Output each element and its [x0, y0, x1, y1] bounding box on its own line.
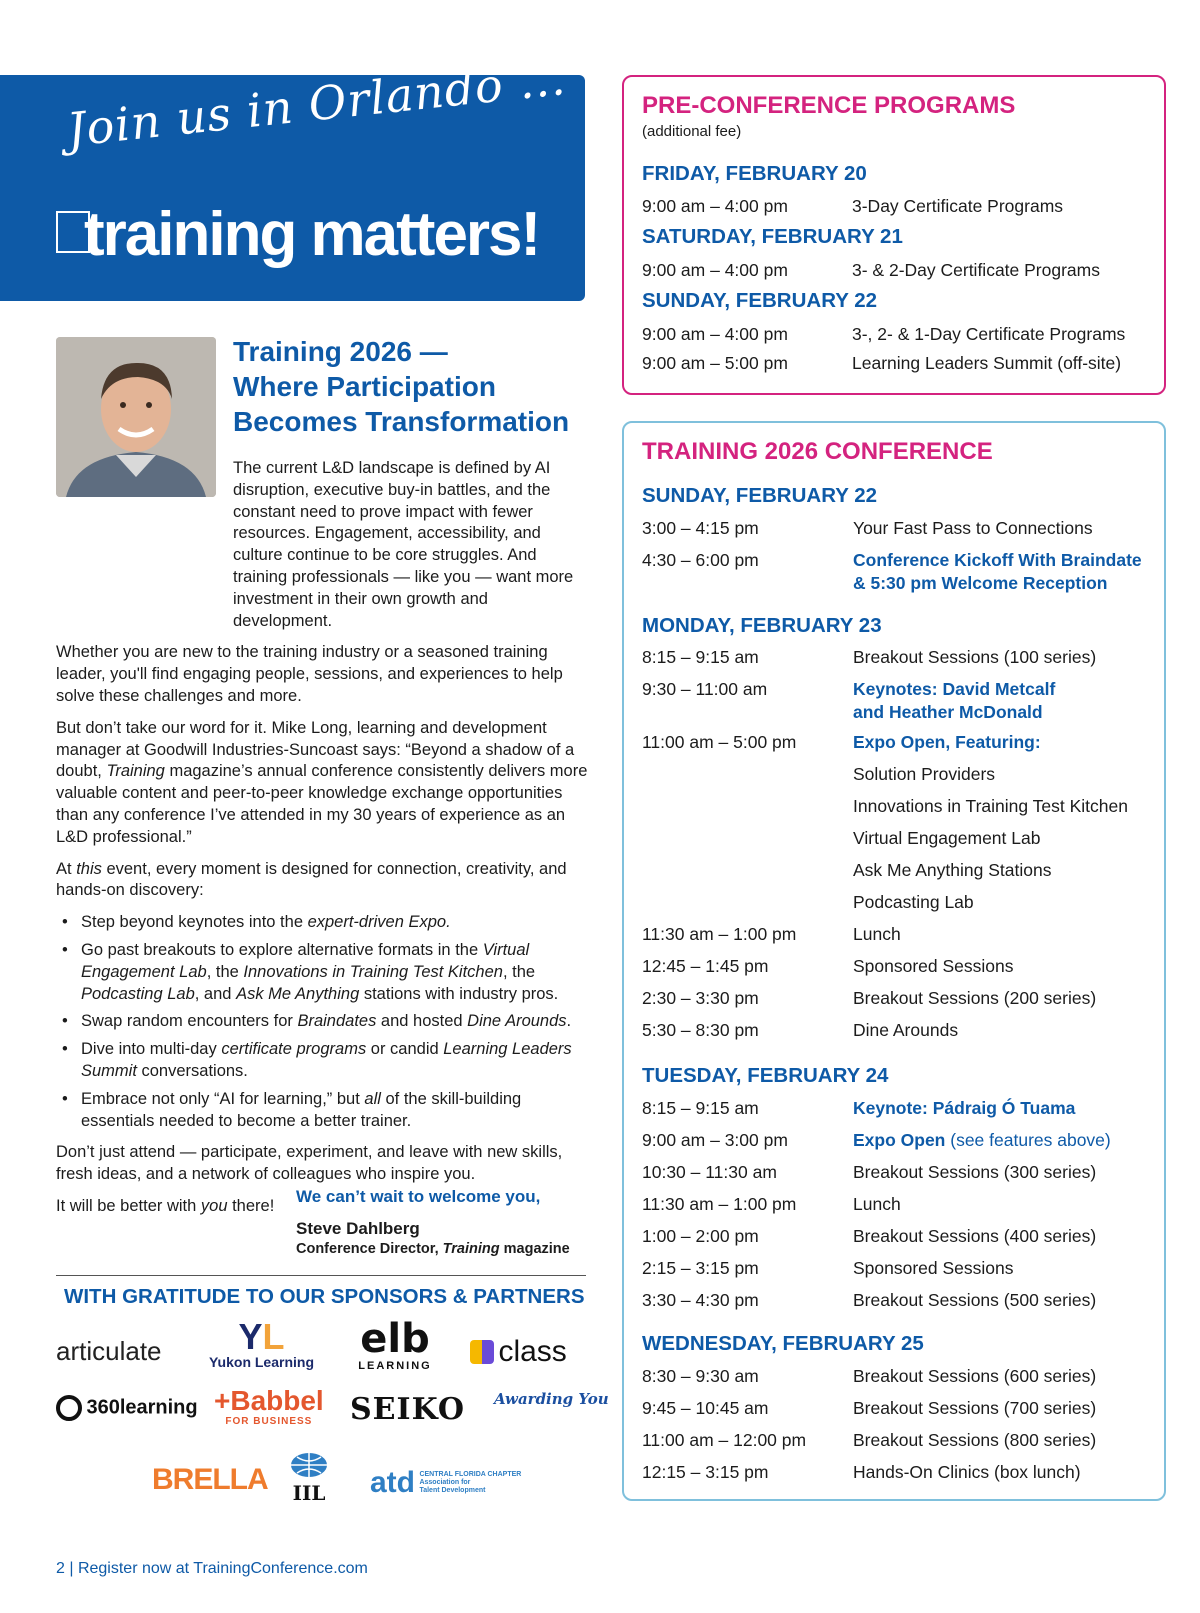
schedule-time: 9:00 am – 4:00 pm [642, 260, 788, 280]
intro-paragraph: Don’t just attend — participate, experiment, and leave with new skills, fresh ideas, and a network of colleagues who inspire you. [56, 1143, 563, 1184]
schedule-time: 12:15 – 3:15 pm [642, 1462, 769, 1482]
yukon-logo: YL Yukon Learning [204, 1320, 319, 1370]
day-heading: WEDNESDAY, FEBRUARY 25 [642, 1332, 924, 1355]
schedule-event: Lunch [853, 924, 901, 944]
list-item [56, 1089, 591, 1133]
quote-text: But don’t take our word for it. Mike Long, learning and development manager at Goodwill Industries-Suncoast says: “Beyond a shadow of a doubt, [56, 718, 575, 781]
elb-logo-text: LEARNING [358, 1360, 432, 1372]
list-item [56, 1011, 591, 1033]
intro-paragraph [56, 859, 591, 903]
schedule-time: 4:30 – 6:00 pm [642, 550, 759, 570]
emphasis: certificate programs [221, 1040, 367, 1059]
conference-box [622, 421, 1166, 1501]
schedule-time: 9:00 am – 4:00 pm [642, 324, 788, 344]
event-line: Keynotes: David Metcalf [853, 679, 1056, 699]
schedule-event: Breakout Sessions (300 series) [853, 1162, 1097, 1182]
signer-name: Steve Dahlberg [296, 1219, 420, 1238]
signer-role [296, 1241, 596, 1257]
welcome-line: We can’t wait to welcome you, [296, 1187, 541, 1206]
schedule-event: Hands-On Clinics (box lunch) [853, 1462, 1081, 1482]
pre-conference-box [622, 75, 1166, 395]
header-banner [0, 50, 585, 301]
emphasis: Learning Leaders Summit [81, 1040, 572, 1080]
emphasis: Innovations in Training Test Kitchen [243, 962, 503, 981]
schedule-event: Breakout Sessions (600 series) [853, 1366, 1097, 1386]
banner-script-text: Join us in Orlando ... [64, 50, 569, 157]
text: or candid [366, 1040, 444, 1059]
schedule-time: 9:00 am – 4:00 pm [642, 196, 788, 216]
list-item [56, 912, 591, 934]
360-icon [56, 1395, 82, 1421]
text: Dive into multi-day [81, 1040, 222, 1059]
schedule-time: 2:30 – 3:30 pm [642, 988, 759, 1008]
magazine-name: Training [442, 1241, 500, 1257]
emphasis: you [200, 1196, 228, 1215]
schedule-time: 8:15 – 9:15 am [642, 647, 759, 667]
quote-paragraph [56, 718, 591, 849]
pre-conference-note: (additional fee) [642, 123, 742, 140]
list-item [56, 940, 591, 1005]
magazine-name: Training [106, 762, 165, 781]
divider [56, 1275, 586, 1276]
schedule-event: Breakout Sessions (400 series) [853, 1226, 1097, 1246]
schedule-event: Dine Arounds [853, 1020, 959, 1040]
text: Step beyond keynotes into the [81, 913, 308, 932]
text: stations with industry pros. [359, 984, 559, 1003]
iil-logo [282, 1452, 336, 1503]
text: At [56, 859, 77, 878]
elb-logo: elb LEARNING [350, 1318, 440, 1372]
day-heading: MONDAY, FEBRUARY 23 [642, 614, 882, 637]
schedule-time: 12:45 – 1:45 pm [642, 956, 769, 976]
schedule-time: 11:00 am – 12:00 pm [642, 1430, 807, 1450]
schedule-event [853, 678, 1055, 724]
class-logo-text: class [498, 1335, 567, 1368]
pre-conference-title: PRE-CONFERENCE PROGRAMS [642, 92, 1016, 119]
intro-title-line: Becomes Transformation [233, 406, 570, 437]
babbel-logo-text: +Babbel [214, 1385, 324, 1416]
quote-text: magazine’s annual conference consistently delivers more valuable content and peer-to-peer knowledge exchange opportunities than any conference I’ve attended in my 30 years of experience as an L&D professional.” [56, 762, 588, 846]
schedule-event: 3-Day Certificate Programs [852, 196, 1064, 216]
intro-body [56, 458, 591, 1228]
text: Conference Director, [296, 1241, 443, 1257]
schedule-event: Solution Providers [853, 764, 996, 784]
seiko-logo: SEIKO [350, 1392, 465, 1427]
schedule-event: 3-, 2- & 1-Day Certificate Programs [852, 324, 1126, 344]
globe-icon [289, 1452, 329, 1478]
day-heading: SUNDAY, FEBRUARY 22 [642, 289, 878, 312]
emphasis: Ask Me Anything [236, 984, 360, 1003]
schedule-event: Podcasting Lab [853, 892, 974, 912]
schedule-event: 3- & 2-Day Certificate Programs [852, 260, 1100, 280]
schedule-time: 3:30 – 4:30 pm [642, 1290, 759, 1310]
schedule-time: 11:30 am – 1:00 pm [642, 924, 797, 944]
day-heading: FRIDAY, FEBRUARY 20 [642, 162, 867, 185]
schedule-event: Breakout Sessions (100 series) [853, 647, 1097, 667]
schedule-time: 11:00 am – 5:00 pm [642, 732, 797, 752]
brella-logo: BRELLA [152, 1463, 268, 1496]
schedule-event: Breakout Sessions (700 series) [853, 1398, 1097, 1418]
text: , and [194, 984, 237, 1003]
text: , the [502, 962, 536, 981]
articulate-logo: articulate [56, 1336, 162, 1366]
schedule-event: Keynote: Pádraig Ó Tuama [853, 1098, 1076, 1118]
schedule-event: Expo Open, Featuring: [853, 732, 1041, 752]
day-heading: TUESDAY, FEBRUARY 24 [642, 1064, 889, 1087]
text: Swap random encounters for [81, 1012, 298, 1031]
day-heading: SUNDAY, FEBRUARY 22 [642, 484, 878, 507]
text: . [566, 1012, 572, 1031]
iil-logo-text: IIL [292, 1481, 326, 1505]
emphasis: Podcasting Lab [81, 984, 195, 1003]
text: magazine [499, 1241, 570, 1257]
schedule-event: Breakout Sessions (800 series) [853, 1430, 1097, 1450]
event-note: (see features above) [945, 1130, 1111, 1150]
schedule-event: Sponsored Sessions [853, 956, 1014, 976]
class-icon [470, 1340, 494, 1364]
event-line: Conference Kickoff With Braindate [853, 550, 1142, 570]
360learning-logo [56, 1395, 198, 1421]
schedule-time: 8:15 – 9:15 am [642, 1098, 759, 1118]
schedule-time: 8:30 – 9:30 am [642, 1366, 759, 1386]
atd-assoc: Association for Talent Development [419, 1479, 486, 1494]
footer-register-link[interactable]: 2 | Register now at TrainingConference.com [56, 1560, 368, 1577]
schedule-event: Learning Leaders Summit (off-site) [852, 353, 1122, 373]
schedule-event: Your Fast Pass to Connections [853, 518, 1093, 538]
day-heading: SATURDAY, FEBRUARY 21 [642, 225, 903, 248]
intro-paragraph: Whether you are new to the training industry or a seasoned training leader, you'll find engaging people, sessions, and experiences to help solve these challenges and more. [56, 643, 563, 705]
schedule-time: 9:30 – 11:00 am [642, 679, 768, 699]
schedule-time: 9:00 am – 3:00 pm [642, 1130, 788, 1150]
schedule-time: 5:30 – 8:30 pm [642, 1020, 759, 1040]
intro-title-line: Where Participation [233, 371, 496, 402]
schedule-time: 2:15 – 3:15 pm [642, 1258, 759, 1278]
atd-logo [370, 1466, 521, 1500]
text: of the skill-building essentials needed to become a better trainer. [81, 1089, 522, 1130]
schedule-time: 10:30 – 11:30 am [642, 1162, 777, 1182]
text: Embrace not only “AI for learning,” but [81, 1089, 365, 1108]
sponsors-heading: WITH GRATITUDE TO OUR SPONSORS & PARTNERS [64, 1285, 585, 1308]
awarding-you-logo: Awarding You [494, 1390, 609, 1408]
text: and hosted [376, 1012, 468, 1031]
yukon-logo-text: Yukon Learning [208, 1354, 314, 1370]
babbel-logo [214, 1386, 324, 1427]
intro-paragraph: The current L&D landscape is defined by AI disruption, executive buy-in battles, and the constant need to prove impact with fewer resources. Engagement, accessibility, and culture continue to be core struggles. And training professionals — like you — want more investment in their own growth and development. [233, 459, 574, 630]
signoff [296, 1187, 596, 1257]
event-text: Expo Open [853, 1130, 946, 1150]
event-line: & 5:30 pm Welcome Reception [853, 573, 1108, 593]
schedule-time: 9:00 am – 5:00 pm [642, 353, 788, 373]
intro-title [233, 334, 593, 439]
emphasis: Virtual Engagement Lab [81, 940, 530, 981]
text: conversations. [136, 1061, 248, 1080]
360learning-logo-text: 360learning [86, 1396, 198, 1419]
text: Go past breakouts to explore alternative formats in the [81, 940, 483, 959]
schedule-event: Breakout Sessions (500 series) [853, 1290, 1097, 1310]
intro-title-line: Training 2026 — [233, 336, 448, 367]
emphasis: Braindates [297, 1012, 377, 1031]
schedule-time: 3:00 – 4:15 pm [642, 518, 759, 538]
schedule-event: Ask Me Anything Stations [853, 860, 1052, 880]
atd-chapter: CENTRAL FLORIDA CHAPTER [419, 1471, 522, 1478]
conference-title: TRAINING 2026 CONFERENCE [642, 438, 993, 465]
atd-logo-text: atd [370, 1466, 415, 1499]
banner-tagline: training matters! [84, 200, 540, 269]
emphasis: all [364, 1089, 381, 1108]
schedule-event [853, 549, 1142, 595]
class-logo [470, 1335, 567, 1369]
schedule-time: 1:00 – 2:00 pm [642, 1226, 759, 1246]
emphasis: expert-driven Expo. [307, 913, 451, 932]
schedule-time: 11:30 am – 1:00 pm [642, 1194, 797, 1214]
emphasis: Dine Arounds [467, 1012, 567, 1031]
schedule-event: Virtual Engagement Lab [853, 828, 1041, 848]
text: there! [227, 1196, 275, 1215]
schedule-event [853, 1129, 1111, 1152]
schedule-event: Innovations in Training Test Kitchen [853, 796, 1128, 816]
schedule-event: Sponsored Sessions [853, 1258, 1014, 1278]
list-item [56, 1039, 591, 1083]
schedule-event: Lunch [853, 1194, 901, 1214]
text: It will be better with [56, 1196, 201, 1215]
text: event, every moment is designed for connection, creativity, and hands-on discovery: [56, 859, 567, 900]
text: , the [206, 962, 244, 981]
schedule-time: 9:45 – 10:45 am [642, 1398, 769, 1418]
babbel-logo-sub: FOR BUSINESS [225, 1416, 313, 1427]
schedule-event: Breakout Sessions (200 series) [853, 988, 1097, 1008]
feature-list [56, 912, 591, 1132]
emphasis: this [76, 859, 102, 878]
event-line: and Heather McDonald [853, 702, 1043, 722]
